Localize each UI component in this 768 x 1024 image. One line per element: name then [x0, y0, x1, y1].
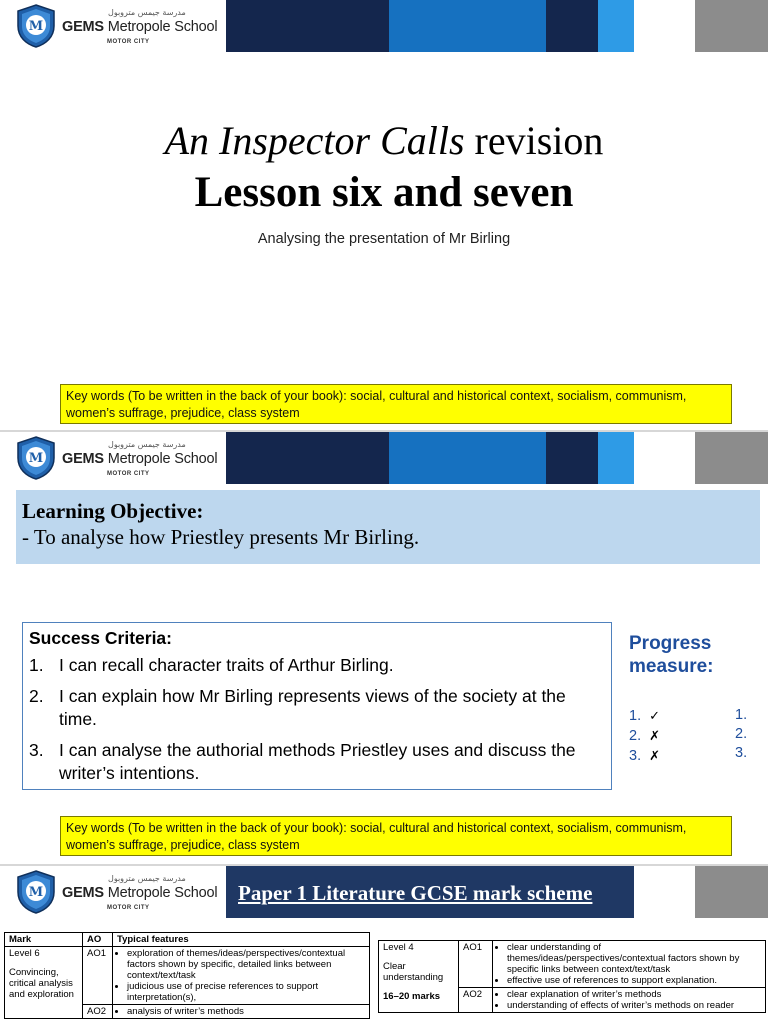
- ao-cell: AO1: [83, 947, 113, 1005]
- header-band-grey: [695, 0, 768, 52]
- slide-title-line1: An Inspector Calls revision: [164, 118, 604, 163]
- header-band-light-blue: [598, 0, 634, 52]
- check-icon: ✓: [649, 708, 660, 723]
- school-location: MOTOR CITY: [107, 905, 150, 911]
- header-band-navy-2: [546, 0, 598, 52]
- keywords-box: Key words (To be written in the back of your book): social, cultural and historical context, socialism, communism, women’s suffrage, prejudice, class system: [60, 384, 732, 424]
- level-cell: Level 4 Clear understanding 16–20 marks: [379, 941, 459, 1013]
- features-cell: • analysis of writer’s methods: [113, 1005, 370, 1019]
- objective-text: - To analyse how Priestley presents Mr Birling.: [22, 525, 420, 549]
- slide-header: [0, 432, 768, 484]
- table-header: Typical features: [113, 933, 370, 947]
- list-item: 2. ✗: [629, 728, 660, 744]
- shield-icon: [16, 436, 56, 480]
- slide-title-line2: Lesson six and seven: [194, 169, 574, 216]
- school-logo: [16, 436, 226, 480]
- success-criteria-list: [29, 654, 605, 785]
- slide-description: Analysing the presentation of Mr Birling: [257, 231, 511, 247]
- header-band-grey: [695, 432, 768, 484]
- table-header: AO: [83, 933, 113, 947]
- progress-measure-left: [629, 706, 660, 766]
- list-item: 2.: [735, 726, 748, 742]
- success-criteria-box: [22, 622, 612, 790]
- school-name: GEMS Metropole School: [62, 451, 218, 467]
- keywords-box: Key words (To be written in the back of your book): social, cultural and historical context, socialism, communism, women’s suffrage, prejudice, class system: [60, 816, 732, 856]
- features-cell: • clear understanding of themes/ideas/perspectives/contextual factors shown by specific links between context/text/task • effective use of references to support explanation.: [493, 941, 766, 988]
- shield-icon: [16, 4, 56, 48]
- features-cell: • clear explanation of writer’s methods • understanding of effects of writer’s methods on reader: [493, 988, 766, 1013]
- header-band-navy: [226, 0, 389, 52]
- table-row: [5, 947, 370, 1005]
- mark-scheme-title: Paper 1 Literature GCSE mark scheme: [232, 872, 634, 914]
- slide-title: [0, 0, 768, 430]
- table-header: Mark: [5, 933, 83, 947]
- school-location: MOTOR CITY: [107, 471, 150, 477]
- cross-icon: ✗: [649, 728, 660, 743]
- school-arabic-name: مدرسة جيمس متروبول: [108, 440, 186, 449]
- header-band-blue: [389, 432, 546, 484]
- svg-text:M: M: [28, 19, 44, 34]
- ao-cell: AO1: [459, 941, 493, 988]
- school-arabic-name: مدرسة جيمس متروبول: [108, 8, 186, 17]
- shield-icon: [16, 870, 56, 914]
- table-row: [379, 941, 766, 988]
- ao-cell: AO2: [83, 1005, 113, 1019]
- svg-text:M: M: [28, 885, 44, 900]
- school-logo: [16, 4, 226, 48]
- learning-objective-box: [16, 490, 760, 564]
- objective-heading: Learning Objective:: [22, 499, 204, 523]
- slide-header: [0, 0, 768, 52]
- level-cell: Level 6 Convincing, critical analysis and exploration: [5, 947, 83, 1019]
- header-band-light-blue: [598, 432, 634, 484]
- list-item: 2. I can explain how Mr Birling represents views of the society at the time.: [29, 686, 566, 729]
- list-item: 1. I can recall character traits of Arthur Birling.: [29, 655, 394, 675]
- header-band-grey: [695, 866, 768, 918]
- school-name: GEMS Metropole School: [62, 885, 218, 901]
- list-item: 3. I can analyse the authorial methods Priestley uses and discuss the writer’s intentions.: [29, 740, 576, 783]
- mark-scheme-table-left: [4, 932, 370, 1019]
- progress-measure-heading: Progress measure:: [629, 633, 714, 677]
- school-name: GEMS Metropole School: [62, 19, 218, 35]
- header-band-blue: [389, 0, 546, 52]
- list-item: 1. ✓: [629, 708, 660, 724]
- header-band-navy-2: [546, 432, 598, 484]
- list-item: 1.: [735, 707, 748, 723]
- table-row: [5, 933, 370, 947]
- cross-icon: ✗: [649, 748, 660, 763]
- school-arabic-name: مدرسة جيمس متروبول: [108, 874, 186, 883]
- svg-text:M: M: [28, 451, 44, 466]
- school-location: MOTOR CITY: [107, 39, 150, 45]
- header-band-navy: [226, 432, 389, 484]
- mark-scheme-table-right: [378, 940, 766, 1013]
- list-item: 3. ✗: [629, 748, 660, 764]
- list-item: 3.: [735, 745, 748, 761]
- ao-cell: AO2: [459, 988, 493, 1013]
- slide-mark-scheme: [0, 866, 768, 1024]
- school-logo: [16, 870, 226, 914]
- slide-objectives: [0, 432, 768, 864]
- progress-measure-right: [735, 706, 747, 763]
- features-cell: • exploration of themes/ideas/perspectives/contextual factors shown by specific, detailed links between context/text/task • judicious use of precise references to support interpretation(s),: [113, 947, 370, 1005]
- success-criteria-heading: Success Criteria:: [29, 628, 172, 648]
